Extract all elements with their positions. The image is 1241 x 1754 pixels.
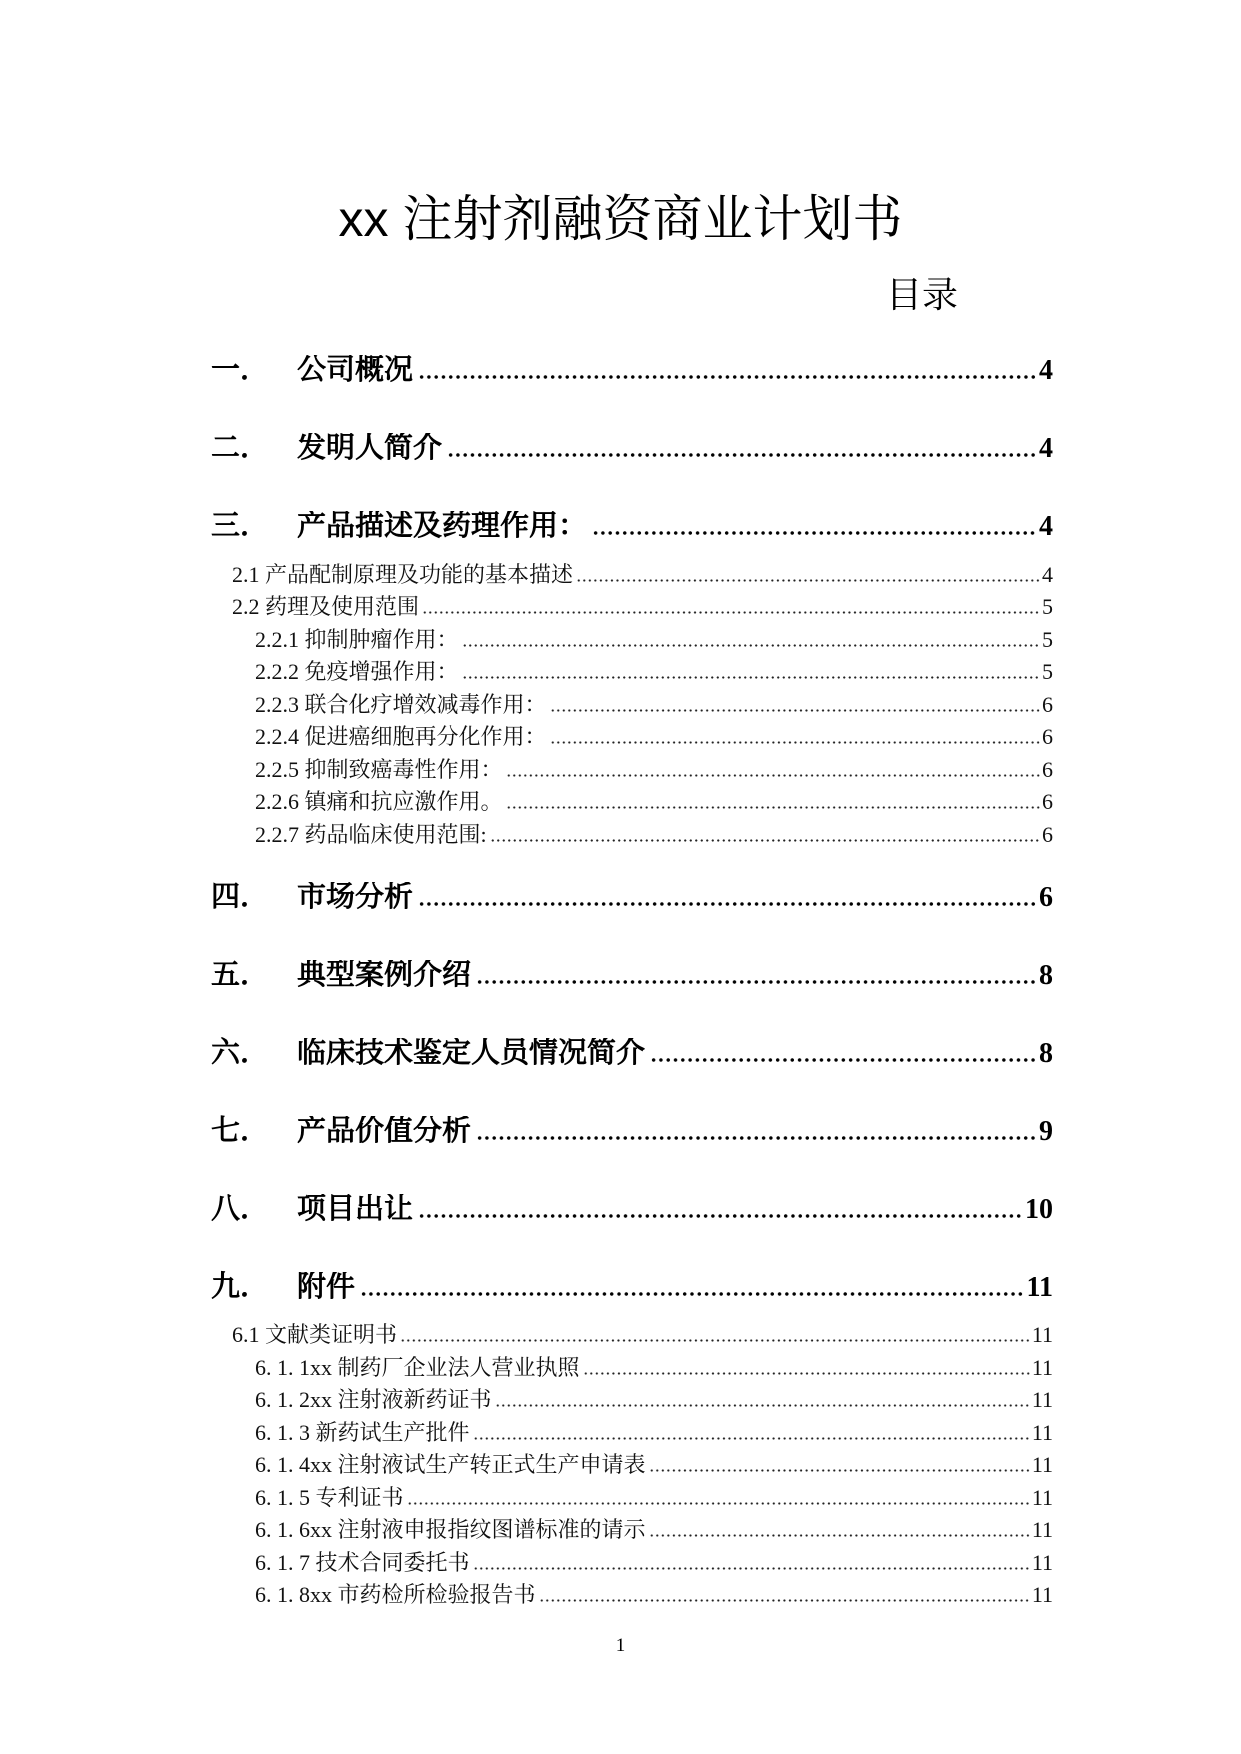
toc-page-number: 11	[1031, 1549, 1053, 1575]
toc-title: 6. 1. 4xx 注射液试生产转正式生产申请表	[255, 1452, 646, 1477]
toc-dot-leader	[495, 1404, 1031, 1407]
toc-title: 6. 1. 1xx 制药厂企业法人营业执照	[255, 1354, 580, 1380]
toc-page-number: 10	[1025, 1193, 1053, 1225]
toc-item-immune-enhancement	[211, 656, 1053, 689]
toc-page-number: 5	[1042, 659, 1053, 684]
toc-dot-leader	[476, 1136, 1037, 1140]
toc-title: 6. 1. 7 技术合同委托书	[255, 1549, 470, 1575]
toc-section-clinical-appraisers	[211, 1007, 1053, 1085]
toc-heading: 目录	[886, 274, 959, 315]
toc-page-number: 11	[1031, 1354, 1053, 1380]
toc-dot-leader	[576, 579, 1041, 582]
toc-title: 项目出让	[297, 1193, 414, 1224]
toc-page-number: 6	[1042, 756, 1053, 782]
toc-item-carcinogenic-toxicity-inhibition	[211, 754, 1053, 787]
toc-item-new-drug-certificate	[211, 1384, 1053, 1417]
toc-number: 三．	[211, 510, 270, 542]
toc-subsection-pharmacology-usage-scope	[211, 591, 1053, 624]
toc-dot-leader	[490, 839, 1041, 842]
toc-item-clinical-usage-scope	[211, 819, 1053, 852]
toc-section-attachments	[211, 1241, 1053, 1319]
toc-title: 6. 1. 3 新药试生产批件	[255, 1419, 470, 1445]
toc-section-product-description-pharmacology	[211, 481, 1053, 559]
toc-section-typical-cases	[211, 929, 1053, 1007]
toc-section-product-value-analysis	[211, 1085, 1053, 1163]
toc-section-project-transfer	[211, 1163, 1053, 1241]
toc-title: 6. 1. 8xx 市药检所检验报告书	[255, 1582, 536, 1607]
toc-dot-leader	[407, 1502, 1031, 1505]
toc-dot-leader	[418, 375, 1037, 379]
toc-title: 2.2.6 镇痛和抗应激作用。	[255, 789, 503, 814]
toc-title: 发明人简介	[297, 433, 443, 463]
toc-title: 产品描述及药理作用：	[297, 511, 588, 541]
toc-page-number: 6	[1042, 789, 1053, 814]
toc-dot-leader	[418, 1214, 1023, 1218]
toc-number: 五．	[211, 958, 270, 991]
toc-title: 临床技术鉴定人员情况简介	[297, 1037, 646, 1068]
toc-page-number: 6	[1042, 724, 1053, 749]
toc-dot-leader	[506, 774, 1041, 777]
toc-item-patent-certificate	[211, 1482, 1053, 1515]
toc-title: 6.1 文献类证明书	[232, 1322, 398, 1347]
toc-item-formal-production-application	[211, 1449, 1053, 1482]
toc-dot-leader	[462, 644, 1041, 647]
toc-subsection-documentary-certificates	[211, 1319, 1053, 1352]
toc-page-number: 11	[1026, 1271, 1053, 1303]
toc-title: 2.1 产品配制原理及功能的基本描述	[232, 561, 574, 587]
toc-dot-leader	[360, 1292, 1025, 1296]
toc-dot-leader	[506, 806, 1041, 809]
toc-page-number: 6	[1042, 691, 1053, 717]
toc-dot-leader	[539, 1599, 1031, 1602]
toc-item-fingerprint-standard-request	[211, 1514, 1053, 1547]
toc-dot-leader	[447, 453, 1037, 457]
toc-title: 2.2.1 抑制肿瘤作用：	[255, 626, 459, 652]
toc-page-number: 9	[1039, 1115, 1053, 1147]
toc-dot-leader	[649, 1469, 1031, 1472]
toc-title: 2.2 药理及使用范围	[232, 594, 420, 619]
toc-item-tumor-inhibition	[211, 624, 1053, 657]
toc-item-drug-inspection-report	[211, 1579, 1053, 1612]
toc-dot-leader	[650, 1058, 1037, 1062]
toc-dot-leader	[583, 1372, 1031, 1375]
toc-dot-leader	[473, 1437, 1031, 1440]
toc-page-number: 6	[1039, 881, 1053, 913]
toc-page-number: 11	[1031, 1452, 1053, 1477]
toc-dot-leader	[550, 709, 1041, 712]
toc-title: 2.2.4 促进癌细胞再分化作用：	[255, 724, 547, 749]
toc-dot-leader	[592, 531, 1037, 535]
toc-page-number: 11	[1031, 1517, 1053, 1542]
toc-page-number: 11	[1031, 1322, 1053, 1347]
page-number: 1	[615, 1635, 626, 1656]
toc-page-number: 11	[1031, 1484, 1053, 1510]
toc-number: 九．	[211, 1270, 270, 1303]
toc-page-number: 11	[1031, 1387, 1053, 1412]
toc-title: 公司概况	[297, 355, 414, 385]
toc-title: 2.2.2 免疫增强作用：	[255, 659, 459, 684]
toc-item-technical-contract	[211, 1547, 1053, 1580]
toc-subsection-formulation-principle	[211, 559, 1053, 592]
toc-page-number: 8	[1039, 1037, 1053, 1069]
toc-number: 四．	[211, 880, 270, 913]
toc-page-number: 5	[1042, 594, 1053, 619]
toc-page-number: 11	[1031, 1419, 1053, 1445]
toc-dot-leader	[649, 1534, 1031, 1537]
toc-title: 6. 1. 5 专利证书	[255, 1484, 404, 1510]
toc-dot-leader	[462, 676, 1041, 679]
toc-section-inventor-profile	[211, 403, 1053, 481]
toc-number: 八．	[211, 1192, 270, 1225]
toc-page-number: 4	[1039, 355, 1053, 386]
toc-item-analgesic-anti-stress	[211, 786, 1053, 819]
toc-title: 附件	[297, 1271, 356, 1302]
document-title: xx 注射剂融资商业计划书	[338, 191, 903, 247]
toc-dot-leader	[550, 741, 1041, 744]
toc-item-trial-production-approval	[211, 1417, 1053, 1450]
toc-number: 一．	[211, 354, 270, 386]
toc-title: 产品价值分析	[297, 1115, 472, 1146]
toc-number: 二．	[211, 432, 270, 464]
toc-dot-leader	[418, 902, 1037, 906]
toc-dot-leader	[400, 1339, 1031, 1342]
toc-title: 6. 1. 6xx 注射液申报指纹图谱标准的请示	[255, 1517, 646, 1542]
toc-page-number: 4	[1039, 511, 1053, 542]
toc-page-number: 11	[1031, 1582, 1053, 1607]
toc-page-number: 8	[1039, 959, 1053, 991]
toc-page-number: 4	[1039, 433, 1053, 464]
toc-page-number: 5	[1042, 626, 1053, 652]
toc-title: 市场分析	[297, 881, 414, 912]
toc-dot-leader	[476, 980, 1037, 984]
toc-title: 2.2.5 抑制致癌毒性作用：	[255, 756, 503, 782]
toc-title: 6. 1. 2xx 注射液新药证书	[255, 1387, 492, 1412]
toc-title: 2.2.7 药品临床使用范围:	[255, 821, 487, 847]
toc-section-company-overview	[211, 325, 1053, 403]
toc-title: 2.2.3 联合化疗增效减毒作用：	[255, 691, 547, 717]
toc-section-market-analysis	[211, 851, 1053, 929]
toc-number: 六．	[211, 1036, 270, 1069]
toc-page-number: 4	[1042, 561, 1053, 587]
toc-dot-leader	[422, 611, 1041, 614]
toc-dot-leader	[473, 1567, 1031, 1570]
toc-page-number: 6	[1042, 821, 1053, 847]
table-of-contents	[211, 325, 1053, 1612]
toc-number: 七．	[211, 1114, 270, 1147]
toc-item-business-license	[211, 1352, 1053, 1385]
toc-item-cancer-cell-redifferentiation	[211, 721, 1053, 754]
toc-title: 典型案例介绍	[297, 959, 472, 990]
toc-item-chemo-synergy	[211, 689, 1053, 722]
